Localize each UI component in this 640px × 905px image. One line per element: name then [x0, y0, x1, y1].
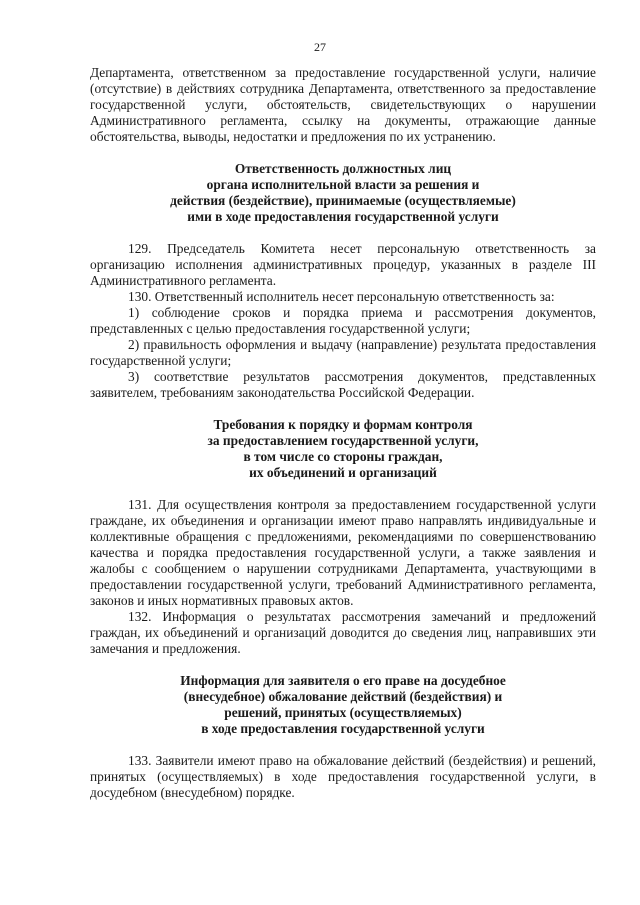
section-heading-appeal-info	[90, 673, 596, 737]
section-heading-control-requirements	[90, 417, 596, 481]
heading-line: их объединений и организаций	[249, 465, 437, 480]
heading-line: за предоставлением государственной услуги,	[207, 433, 479, 448]
heading-line: ими в ходе предоставления государственной услуги	[187, 209, 499, 224]
spacer	[90, 657, 596, 673]
section-heading-responsibility	[90, 161, 596, 225]
heading-line: Ответственность должностных лиц	[234, 161, 452, 176]
spacer	[90, 737, 596, 753]
paragraph-130-item-1: 1) соблюдение сроков и порядка приема и рассмотрения документов, представленных с целью предоставления государственной услуги;	[90, 305, 596, 336]
heading-line: в ходе предоставления государственной услуги	[201, 721, 485, 736]
intro-paragraph: Департамента, ответственном за предоставление государственной услуги, наличие (отсутствие) в действиях сотрудника Департамента, ответственного за предоставление государственной услуги, обстоятельств, свидетельствующих о нарушении Административного регламента, ссылку на документы, отражающие данные обстоятельства, выводы, недостатки и предложения по их устранению.	[90, 65, 596, 144]
spacer	[90, 145, 596, 161]
paragraph-132: 132. Информация о результатах рассмотрения замечаний и предложений граждан, их объединений и организаций доводится до сведения лиц, направивших эти замечания и предложения.	[90, 609, 596, 656]
heading-line: Информация для заявителя о его праве на досудебное	[180, 673, 506, 688]
heading-line: (внесудебное) обжалование действий (бездействия) и	[183, 689, 503, 704]
paragraph-129: 129. Председатель Комитета несет персональную ответственность за организацию исполнения административных процедур, указанных в разделе III Административного регламента.	[90, 241, 596, 288]
heading-line: решений, принятых (осуществляемых)	[224, 705, 462, 720]
paragraph-133: 133. Заявители имеют право на обжалование действий (бездействия) и решений, принятых (осуществляемых) в ходе предоставления государственной услуги, в досудебном (внесудебном) порядке.	[90, 753, 596, 800]
document-body	[90, 65, 596, 801]
paragraph-130-item-3: 3) соответствие результатов рассмотрения документов, представленных заявителем, требованиям законодательства Российской Федерации.	[90, 369, 596, 400]
paragraph-130-item-2: 2) правильность оформления и выдачу (направление) результата предоставления государственной услуги;	[90, 337, 596, 368]
spacer	[90, 225, 596, 241]
heading-line: Требования к порядку и формам контроля	[213, 417, 473, 432]
heading-line: в том числе со стороны граждан,	[243, 449, 443, 464]
spacer	[90, 481, 596, 497]
paragraph-130: 130. Ответственный исполнитель несет персональную ответственность за:	[128, 289, 555, 304]
spacer	[90, 401, 596, 417]
paragraph-131: 131. Для осуществления контроля за предоставлением государственной услуги граждане, их объединения и организации имеют право направлять индивидуальные и коллективные обращения с предложениями, рекомендациями по совершенствованию качества и порядка предоставления государственной услуги, а также заявления и жалобы с сообщением о нарушении сотрудниками Департамента, участвующими в предоставлении государственной услуги, требований Административного регламента, законов и иных нормативных правовых актов.	[90, 497, 596, 608]
page-number: 27	[314, 40, 326, 54]
heading-line: органа исполнительной власти за решения и	[206, 177, 480, 192]
heading-line: действия (бездействие), принимаемые (осуществляемые)	[170, 193, 516, 208]
